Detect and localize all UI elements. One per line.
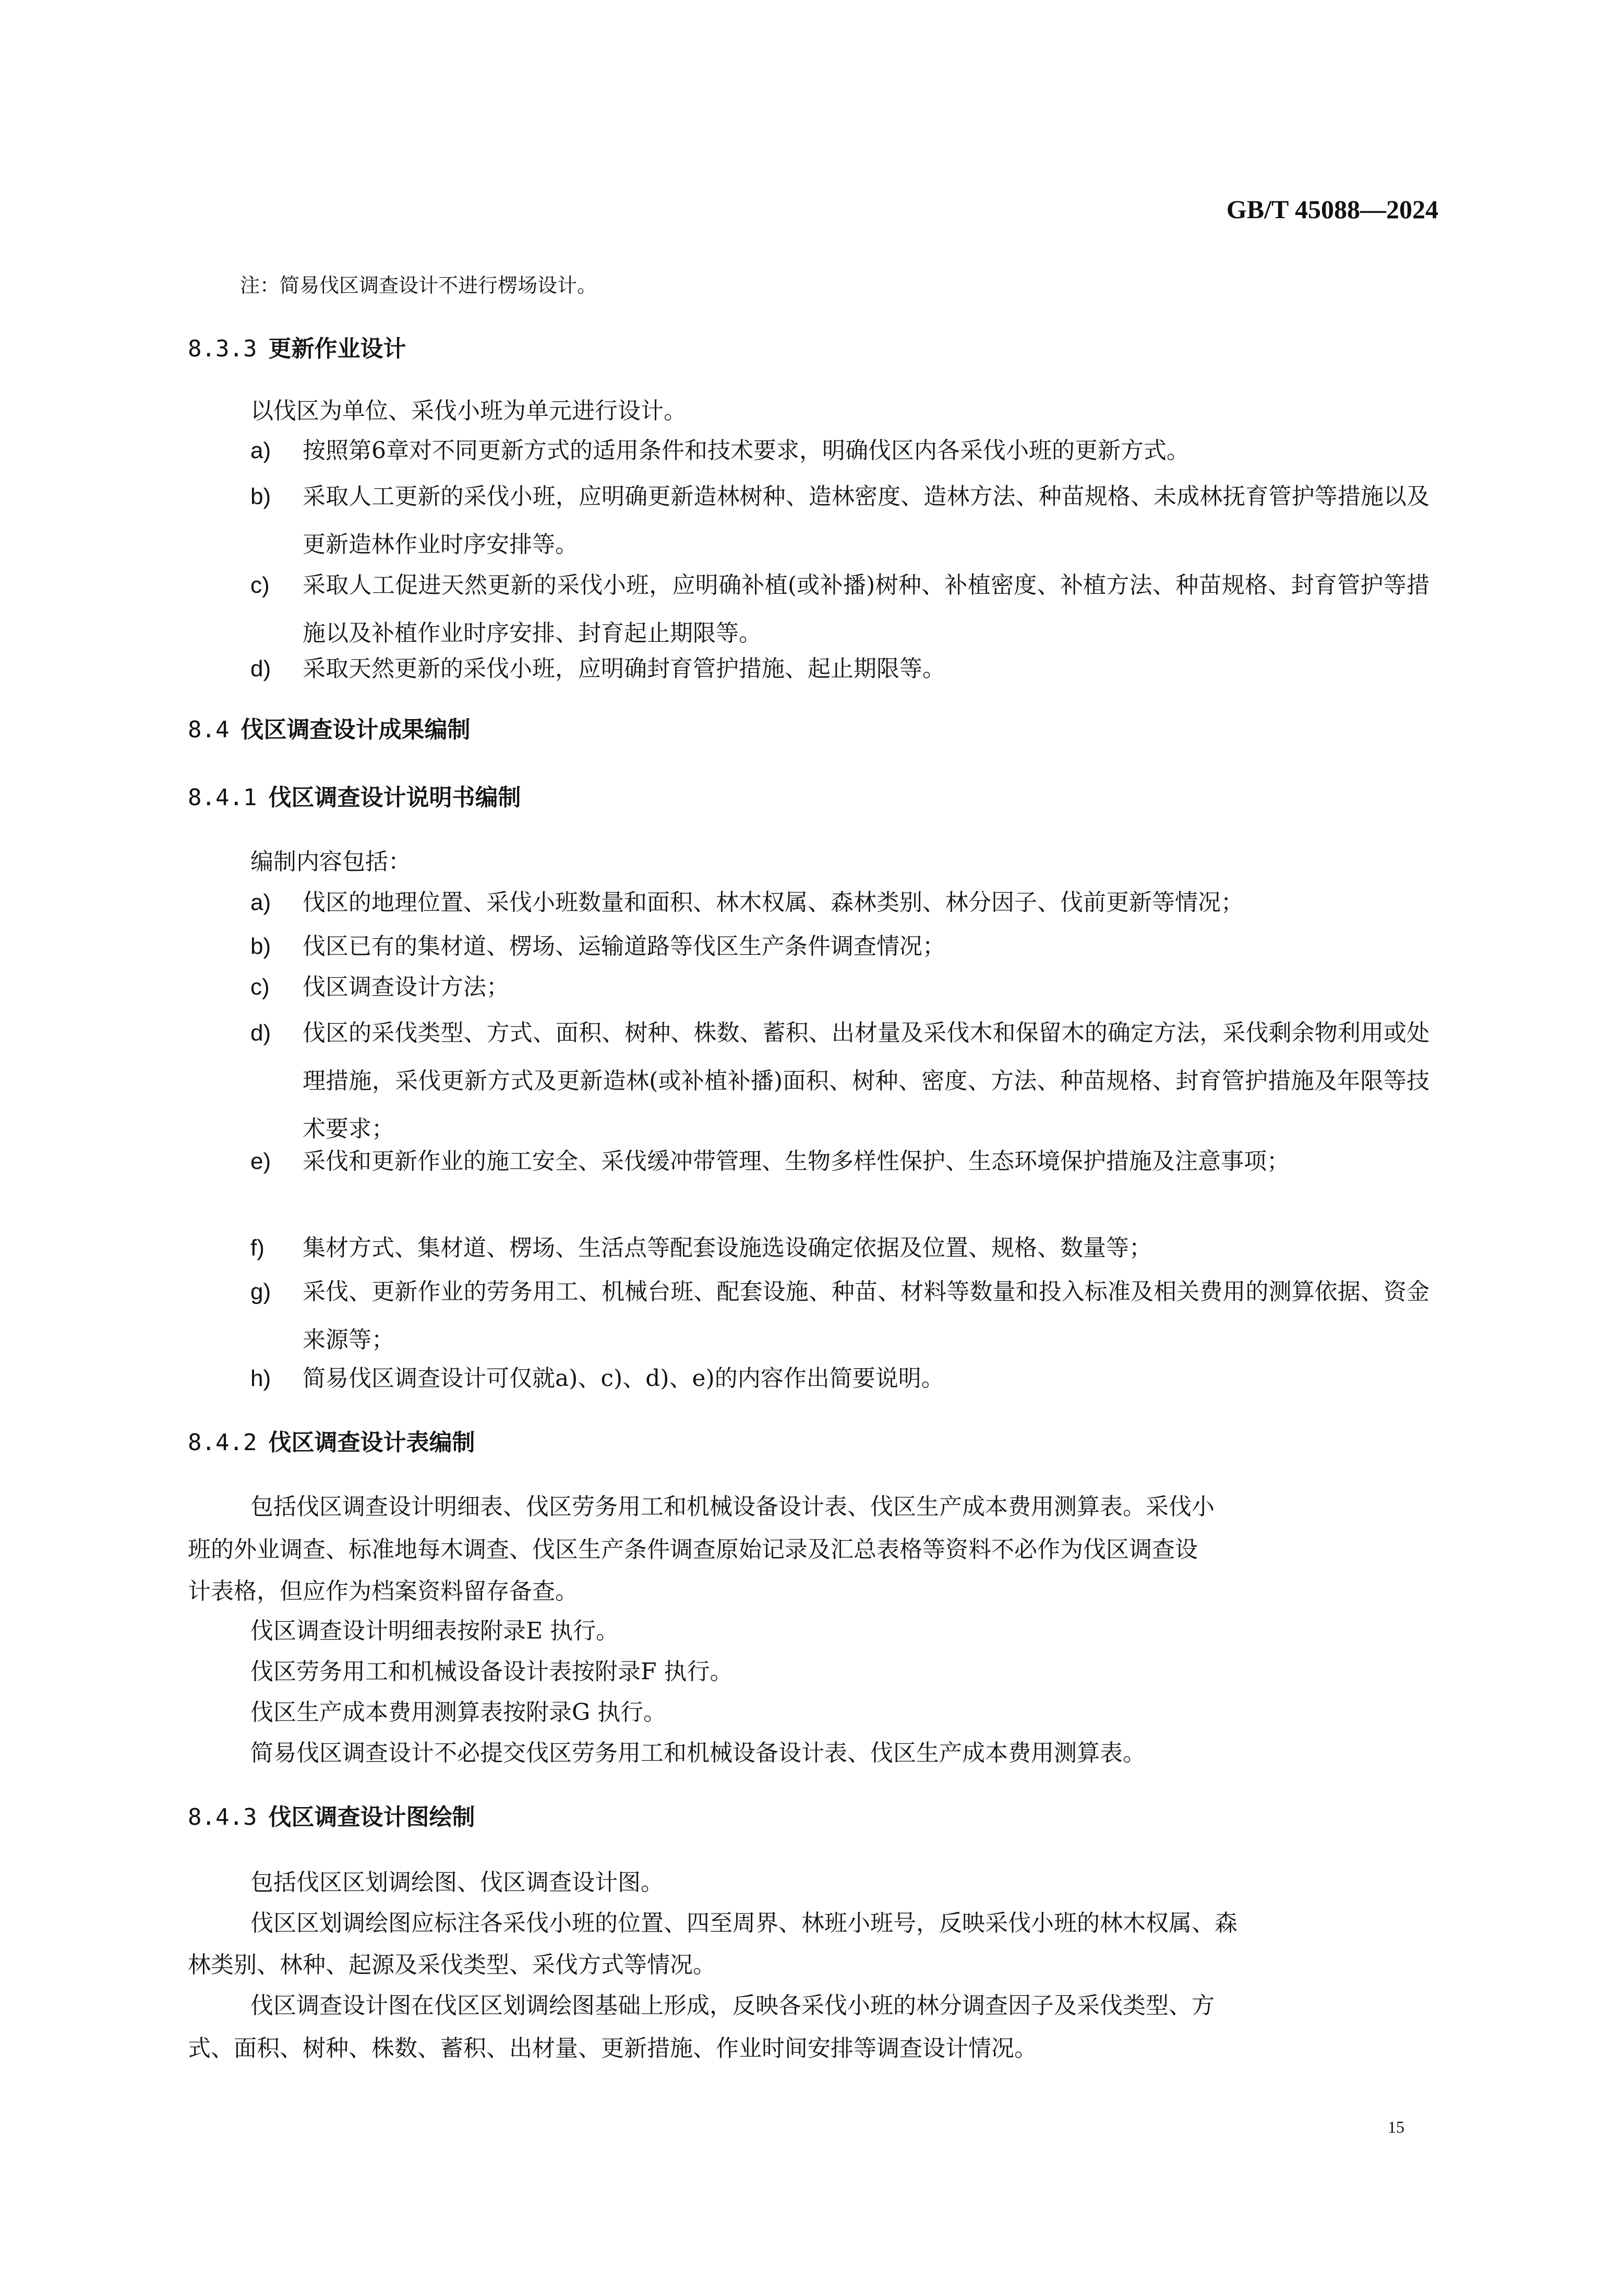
paragraph-line: 计表格，但应作为档案资料留存备查。 [188,1578,578,1605]
paragraph: 编制内容包括： [250,848,411,875]
paragraph: 伐区劳务用工和机械设备设计表按附录F 执行。 [250,1658,733,1685]
heading-number: 8.3.3 [188,336,257,362]
heading-title: 伐区调查设计表编制 [268,1429,475,1456]
heading-8-4-3 [188,1798,475,1832]
list-item: d) 伐区的采伐类型、方式、面积、树种、株数、蓄积、出材量及采伐木和保留木的确定方法，采伐剩余物利用或处理措施，采伐更新方式及更新造林(或补植补播)面积、树种、密度、方法、种苗规格、封育管护措施及年限等技术要求； [250,1020,1429,1142]
heading-8-4 [188,711,470,744]
paragraph-line: 伐区区划调绘图应标注各采伐小班的位置、四至周界、林班小班号，反映采伐小班的林木权属、森 [250,1910,1237,1936]
paragraph: 包括伐区区划调绘图、伐区调查设计图。 [250,1869,664,1896]
paragraph-line: 式、面积、树种、株数、蓄积、出材量、更新措施、作业时间安排等调查设计情况。 [188,2035,1037,2062]
paragraph: 以伐区为单位、采伐小班为单元进行设计。 [250,398,687,424]
paragraph: 伐区调查设计明细表按附录E 执行。 [250,1618,619,1644]
list-item: g) 采伐、更新作业的劳务用工、机械台班、配套设施、种苗、材料等数量和投入标准及相关费用的测算依据、资金来源等； [250,1278,1429,1353]
heading-number: 8.4.1 [188,784,257,811]
list-item: h) 简易伐区调查设计可仅就a)、c)、d)、e)的内容作出简要说明。 [250,1365,944,1392]
list-item: b) 采取人工更新的采伐小班，应明确更新造林树种、造林密度、造林方法、种苗规格、未成林抚育管护等措施以及更新造林作业时序安排等。 [250,483,1429,558]
paragraph-line: 林类别、林种、起源及采伐类型、采伐方式等情况。 [188,1952,716,1978]
note-text: 注：简易伐区调查设计不进行楞场设计。 [240,274,597,297]
heading-number: 8.4.2 [188,1429,257,1456]
paragraph: 伐区生产成本费用测算表按附录G 执行。 [250,1699,667,1726]
heading-title: 伐区调查设计图绘制 [268,1804,475,1831]
list-item: a) 伐区的地理位置、采伐小班数量和面积、林木权属、森林类别、林分因子、伐前更新等情况； [250,889,1244,916]
heading-title: 更新作业设计 [268,336,406,362]
list-item: b) 伐区已有的集材道、楞场、运输道路等伐区生产条件调查情况； [250,933,945,960]
list-item: f) 集材方式、集材道、楞场、生活点等配套设施选设确定依据及位置、规格、数量等； [250,1235,1152,1261]
paragraph-line: 班的外业调查、标准地每木调查、伐区生产条件调查原始记录及汇总表格等资料不必作为伐区调查设 [188,1536,1198,1563]
page-number: 15 [1388,2118,1404,2136]
heading-8-4-2 [188,1424,475,1457]
list-item: c) 伐区调查设计方法； [250,974,509,1000]
list-item: c) 采取人工促进天然更新的采伐小班，应明确补植(或补播)树种、补植密度、补植方法、种苗规格、封育管护等措施以及补植作业时序安排、封育起止期限等。 [250,572,1429,647]
heading-8-4-1 [188,779,521,812]
list-item: e) 采伐和更新作业的施工安全、采伐缓冲带管理、生物多样性保护、生态环境保护措施及注意事项； [250,1148,1290,1175]
list-item: d) 采取天然更新的采伐小班，应明确封育管护措施、起止期限等。 [250,655,945,682]
heading-8-3-3 [188,330,406,363]
paragraph: 简易伐区调查设计不必提交伐区劳务用工和机械设备设计表、伐区生产成本费用测算表。 [250,1740,1146,1766]
heading-title: 伐区调查设计说明书编制 [268,784,521,811]
heading-number: 8.4.3 [188,1804,257,1831]
heading-number: 8.4 [188,716,230,743]
paragraph-line: 伐区调查设计图在伐区区划调绘图基础上形成，反映各采伐小班的林分调查因子及采伐类型、方 [250,1992,1215,2019]
list-item: a) 按照第6章对不同更新方式的适用条件和技术要求，明确伐区内各采伐小班的更新方式。 [250,437,1190,464]
heading-title: 伐区调查设计成果编制 [241,716,471,743]
standard-code-header: GB/T 45088—2024 [1226,195,1438,224]
paragraph-line: 包括伐区调查设计明细表、伐区劳务用工和机械设备设计表、伐区生产成本费用测算表。采伐小 [250,1493,1215,1520]
